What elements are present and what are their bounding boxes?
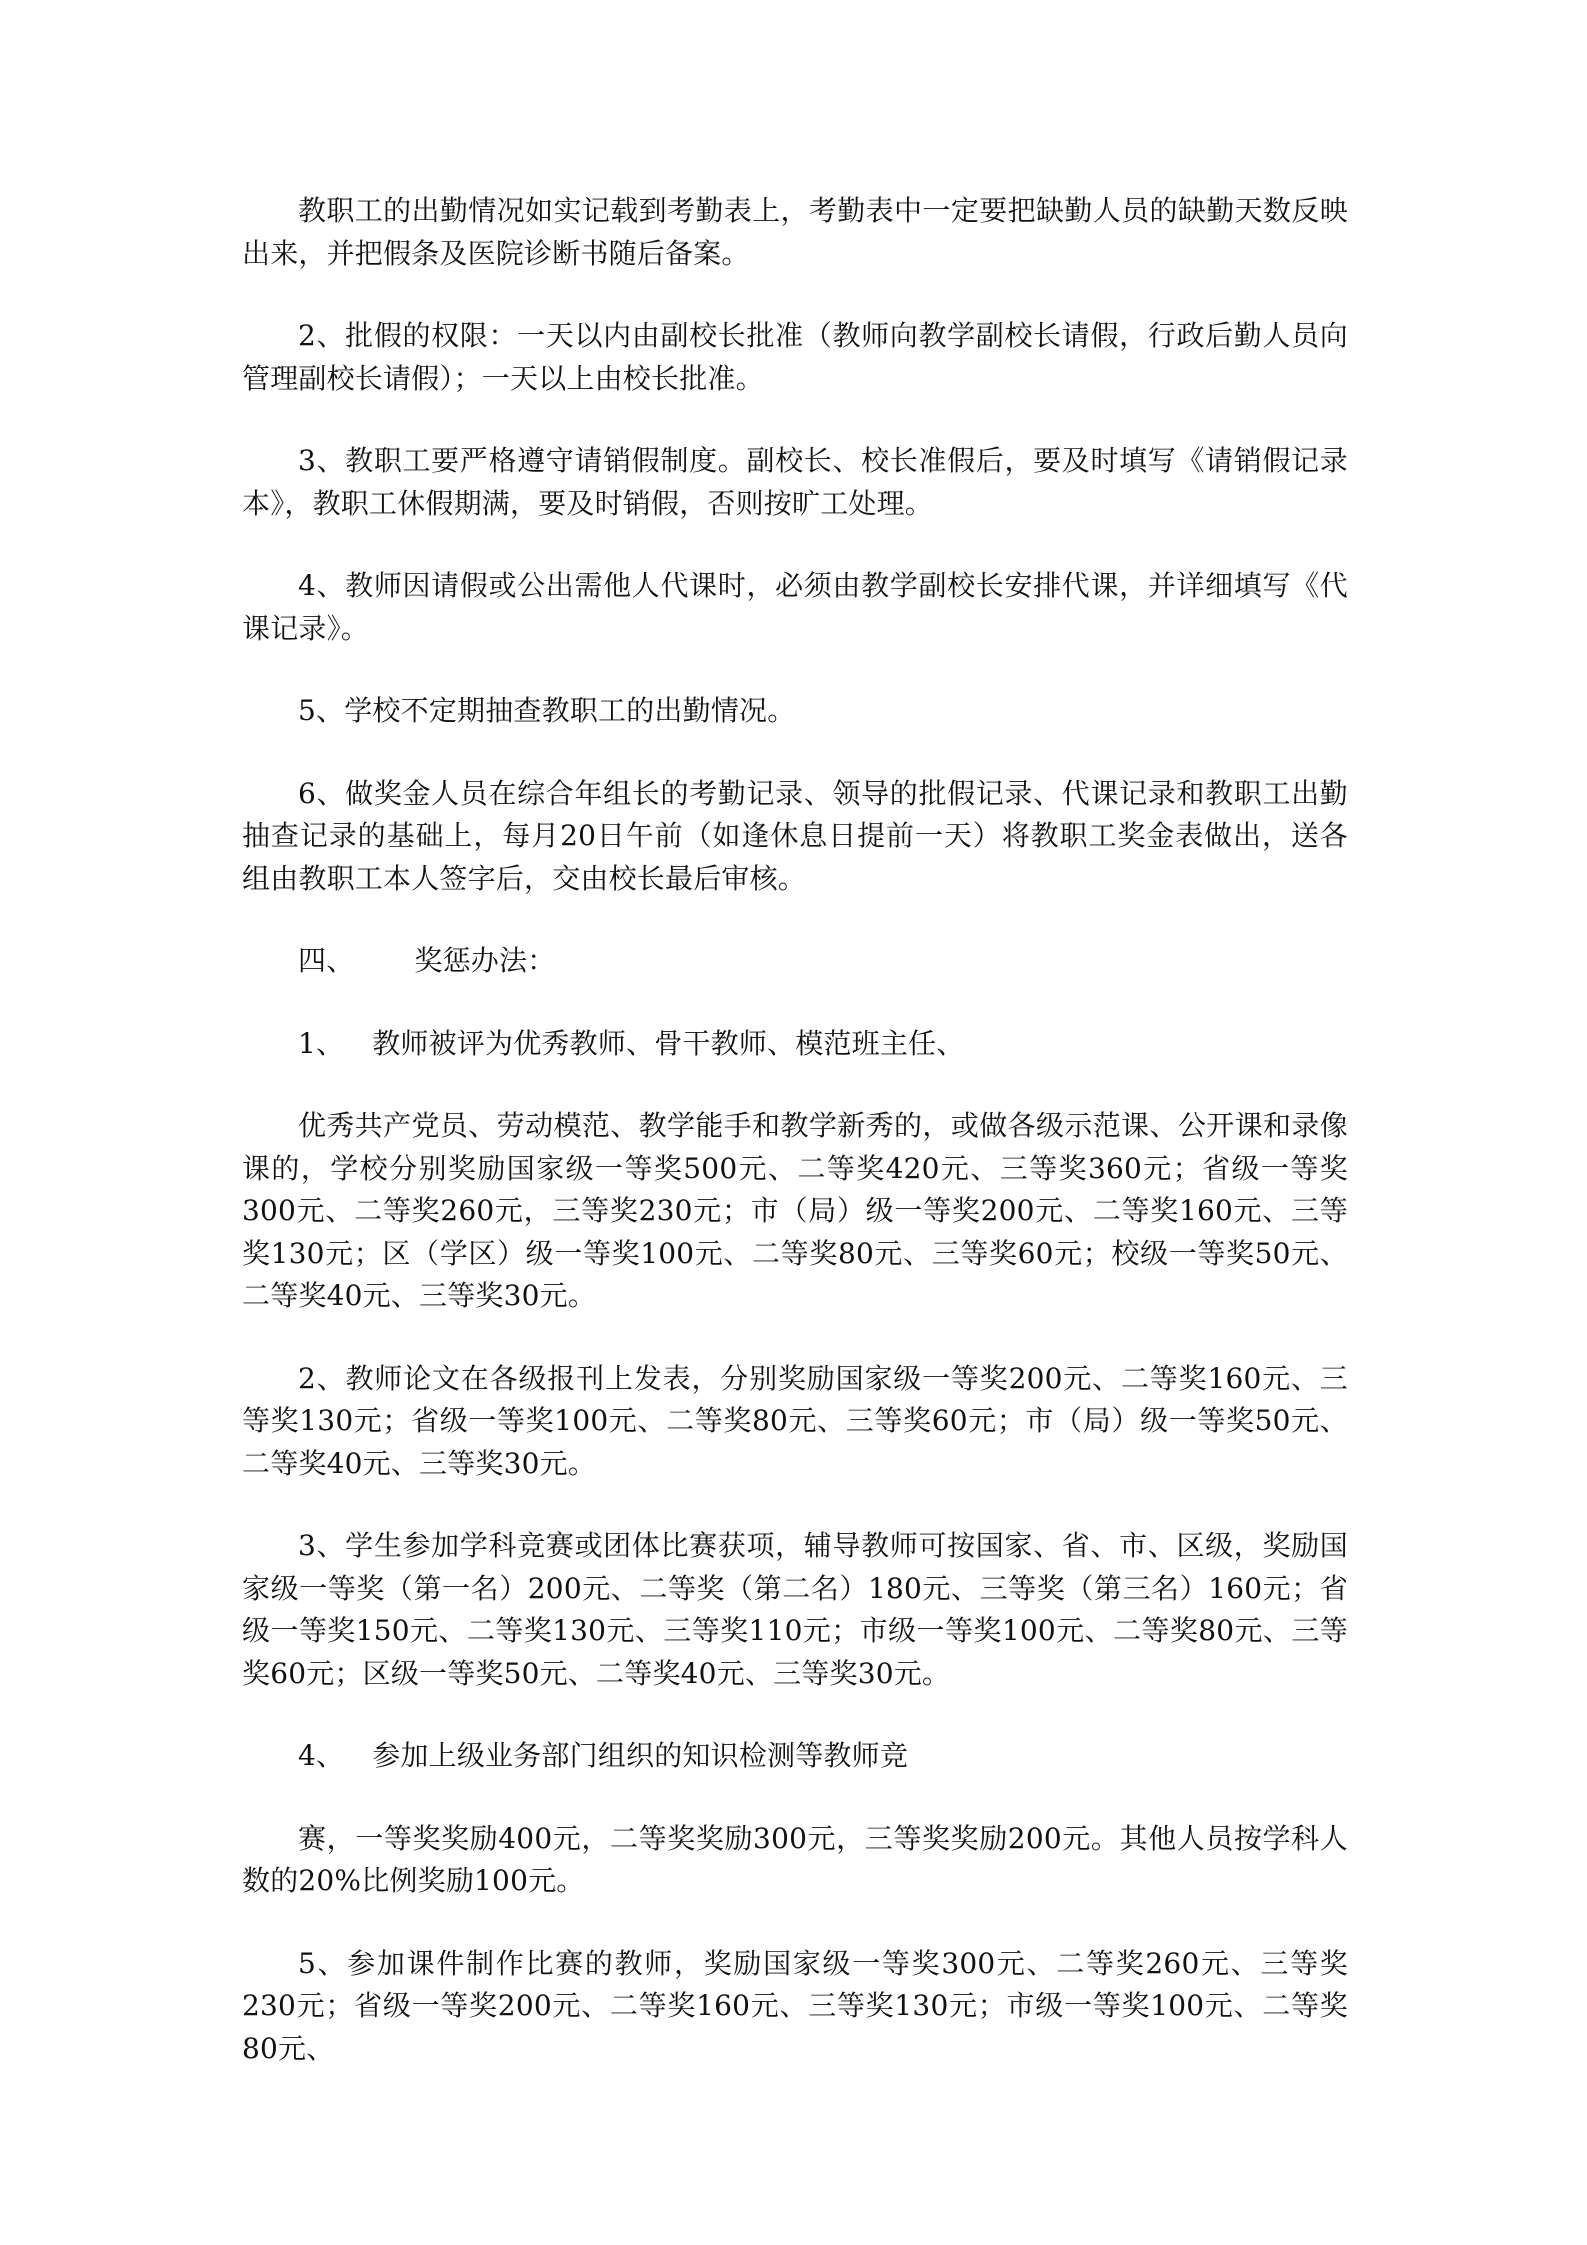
item2-paper-awards: 2、教师论文在各级报刊上发表，分别奖励国家级一等奖200元、二等奖160元、三等奖130元；省级一等奖100元、二等奖80元、三等奖60元；市（局）级一等奖50元、二等奖40元、三等奖30元。: [242, 1361, 1348, 1480]
document-page: [242, 190, 1348, 2110]
paragraph-bonus-table: 6、做奖金人员在综合年组长的考勤记录、领导的批假记录、代课记录和教职工出勤抽查记录的基础上，每月20日午前（如逢休息日提前一天）将教职工奖金表做出，送各组由教职工本人签字后，交由校长最后审核。: [242, 776, 1348, 895]
paragraph-spot-check: 5、学校不定期抽查教职工的出勤情况。: [298, 694, 796, 727]
item1-heading: [242, 1023, 1348, 1066]
item1-body: 优秀共产党员、劳动模范、教学能手和教学新秀的，或做各级示范课、公开课和录像课的，学校分别奖励国家级一等奖500元、二等奖420元、三等奖360元；省级一等奖300元、二等奖260元，三等奖230元；市（局）级一等奖200元、二等奖160元、三等奖130元；区（学区）级一等奖100元、二等奖80元、三等奖60元；校级一等奖50元、二等奖40元、三等奖30元。: [242, 1109, 1348, 1312]
section-heading-rewards: [242, 940, 1348, 983]
item4-heading: [242, 1735, 1348, 1778]
paragraph-substitute-teaching: 4、教师因请假或公出需他人代课时，必须由教学副校长安排代课，并详细填写《代课记录》。: [242, 569, 1348, 645]
item1-number: 1、: [298, 1026, 345, 1060]
section-title: 奖惩办法：: [414, 944, 556, 977]
section-number: 四、: [298, 944, 355, 977]
item1-heading-text: 教师被评为优秀教师、骨干教师、模范班主任、: [372, 1026, 965, 1060]
paragraph-leave-authority: 2、批假的权限：一天以内由副校长批准（教师向教学副校长请假，行政后勤人员向管理副校长请假）；一天以上由校长批准。: [242, 319, 1348, 395]
item4-number: 4、: [298, 1739, 345, 1772]
item3-competition-awards: 3、学生参加学科竞赛或团体比赛获项，辅导教师可按国家、省、市、区级，奖励国家级一等奖（第一名）200元、二等奖（第二名）180元、三等奖（第三名）160元；省级一等奖150元、二等奖130元、三等奖110元；市级一等奖100元、二等奖80元、三等奖60元；区级一等奖50元、二等奖40元、三等奖30元。: [242, 1529, 1348, 1690]
paragraph-attendance-record: 教职工的出勤情况如实记载到考勤表上，考勤表中一定要把缺勤人员的缺勤天数反映出来，并把假条及医院诊断书随后备案。: [242, 194, 1348, 270]
item5-courseware-awards: 5、参加课件制作比赛的教师，奖励国家级一等奖300元、二等奖260元、三等奖230元；省级一等奖200元、二等奖160元、三等奖130元；市级一等奖100元、二等奖80元、: [242, 1946, 1348, 2065]
item4-body: 赛，一等奖奖励400元，二等奖奖励300元，三等奖奖励200元。其他人员按学科人数的20%比例奖励100元。: [242, 1821, 1348, 1897]
paragraph-leave-system: 3、教职工要严格遵守请销假制度。副校长、校长准假后，要及时填写《请销假记录本》，教职工休假期满，要及时销假，否则按旷工处理。: [242, 444, 1348, 520]
item4-heading-text: 参加上级业务部门组织的知识检测等教师竞: [372, 1739, 909, 1772]
